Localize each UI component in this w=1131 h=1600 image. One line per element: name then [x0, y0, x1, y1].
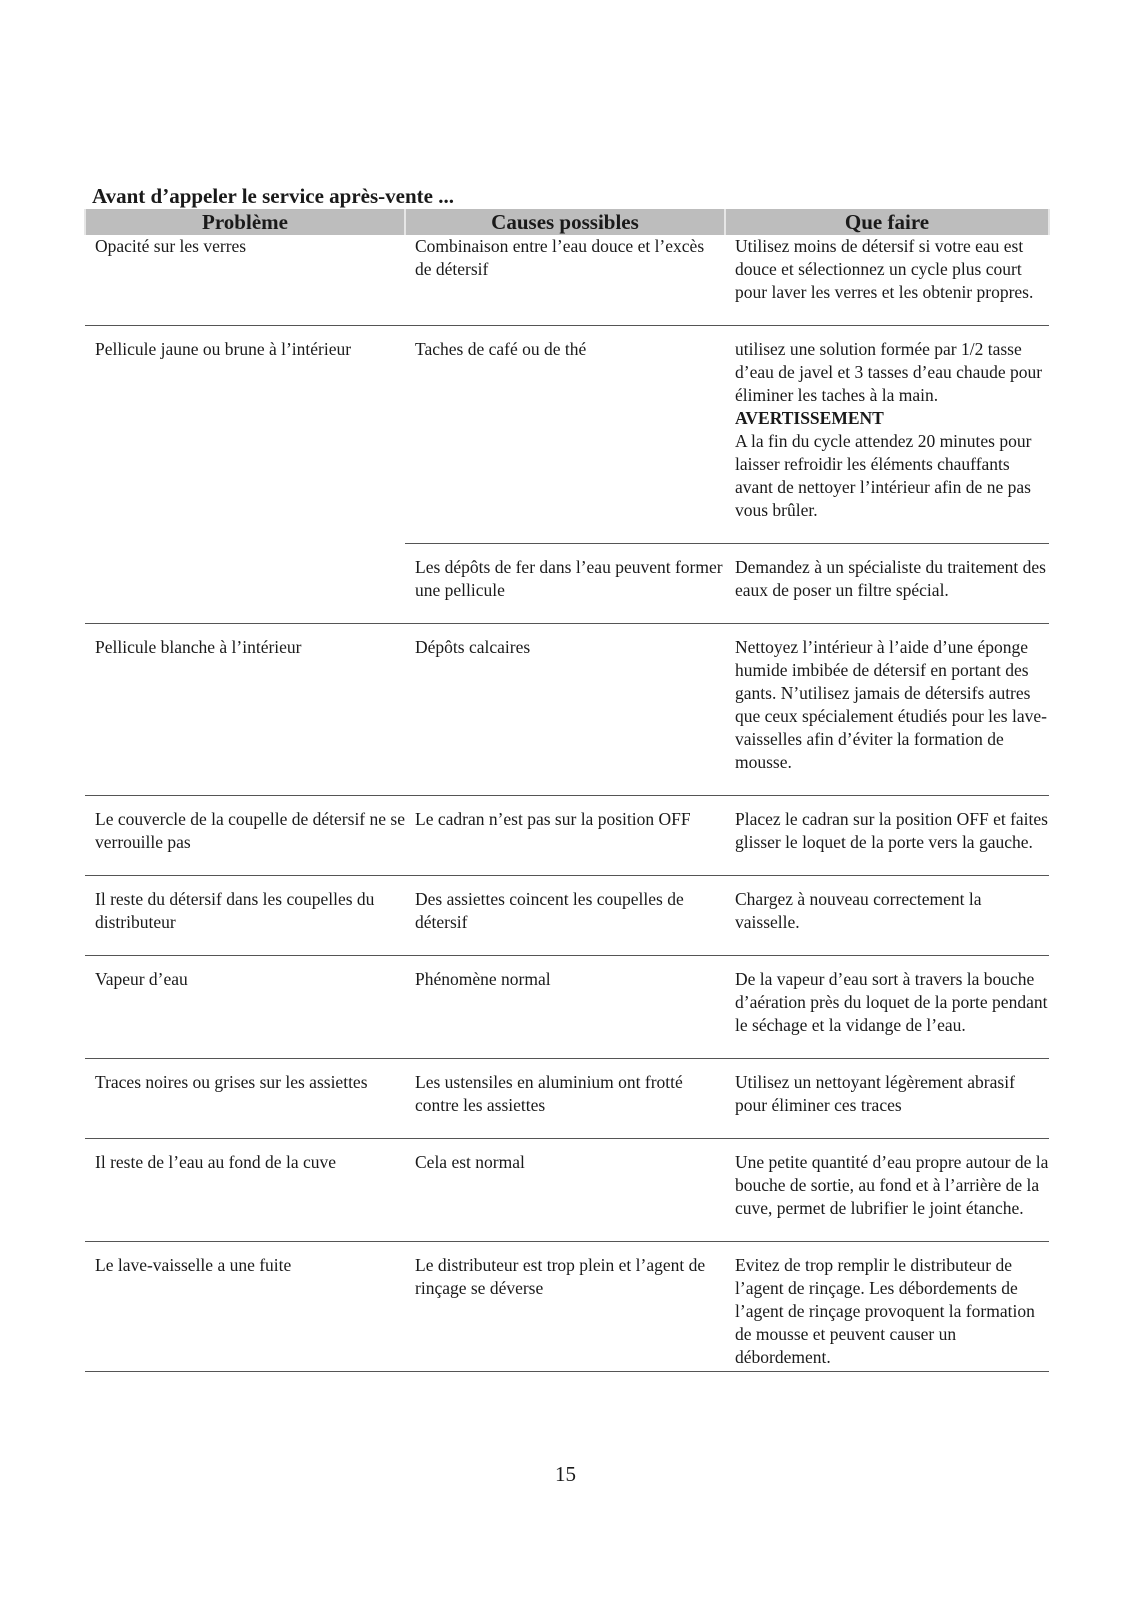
cause-cell: Taches de café ou de thé	[415, 339, 587, 359]
problem-cell: Pellicule blanche à l’intérieur	[85, 624, 405, 796]
cause-cell: Les ustensiles en aluminium ont frotté contre les assiettes	[405, 1059, 725, 1139]
action-cell: Utilisez un nettoyant légèrement abrasif pour éliminer ces traces	[725, 1059, 1049, 1139]
problem-cell: Vapeur d’eau	[85, 956, 405, 1059]
table-row	[85, 956, 1049, 1059]
cause-cell: Le cadran n’est pas sur la position OFF	[405, 796, 725, 876]
header-causes: Causes possibles	[405, 209, 725, 235]
warning-text: A la fin du cycle attendez 20 minutes pour laisser refroidir les éléments chauffants avant de nettoyer l’intérieur afin de ne pas vous brûler.	[735, 431, 1032, 520]
table-row	[85, 1059, 1049, 1139]
action-cell: Utilisez moins de détersif si votre eau est douce et sélectionnez un cycle plus court pour laver les verres et les obtenir propres.	[725, 235, 1049, 326]
cause-cell: Des assiettes coincent les coupelles de détersif	[405, 876, 725, 956]
table-row	[85, 1242, 1049, 1372]
table-row	[85, 1139, 1049, 1242]
action-cell: Une petite quantité d’eau propre autour de la bouche de sortie, au fond et à l’arrière de la cuve, permet de lubrifier le joint étanche.	[725, 1139, 1049, 1242]
action-cell: Demandez à un spécialiste du traitement des eaux de poser un filtre spécial.	[725, 544, 1049, 624]
cause-cell: Combinaison entre l’eau douce et l’excès de détersif	[405, 235, 725, 326]
action-cell: Evitez de trop remplir le distributeur de l’agent de rinçage. Les débordements de l’agent de rinçage provoquent la formation de mousse et peuvent causer un débordement.	[725, 1242, 1049, 1372]
problem-cell: Il reste du détersif dans les coupelles du distributeur	[85, 876, 405, 956]
page-number: 15	[555, 1462, 576, 1486]
problem-cell: Traces noires ou grises sur les assiettes	[85, 1059, 405, 1139]
action-cell	[725, 326, 1049, 544]
table-row	[85, 876, 1049, 956]
header-problem: Problème	[85, 209, 405, 235]
table-row	[85, 326, 1049, 544]
table-row	[85, 796, 1049, 876]
table-row	[85, 624, 1049, 796]
action-cell: De la vapeur d’eau sort à travers la bouche d’aération près du loquet de la porte pendant le séchage et la vidange de l’eau.	[725, 956, 1049, 1059]
cause-cell: Les dépôts de fer dans l’eau peuvent former une pellicule	[405, 544, 725, 624]
action-cell: Nettoyez l’intérieur à l’aide d’une éponge humide imbibée de détersif en portant des gants. N’utilisez jamais de détersifs autres que ceux spécialement étudiés pour les lave-vaisselles afin d’éviter la formation de mousse.	[725, 624, 1049, 796]
problem-cell: Le lave-vaisselle a une fuite	[85, 1242, 405, 1372]
problem-cell: Le couvercle de la coupelle de détersif ne se verrouille pas	[85, 796, 405, 876]
problem-cell: Opacité sur les verres	[85, 235, 405, 326]
cause-cell: Cela est normal	[405, 1139, 725, 1242]
page-title: Avant d’appeler le service après-vente ...	[92, 184, 454, 208]
warning-label: AVERTISSEMENT	[735, 408, 884, 428]
action-cell: Chargez à nouveau correctement la vaisselle.	[725, 876, 1049, 956]
table-row	[85, 235, 1049, 326]
problem-cell: Il reste de l’eau au fond de la cuve	[85, 1139, 405, 1242]
cause-cell: Dépôts calcaires	[405, 624, 725, 796]
problem-cell: Pellicule jaune ou brune à l’intérieur	[85, 326, 405, 624]
table-header-row	[85, 209, 1049, 235]
cause-cell: Phénomène normal	[405, 956, 725, 1059]
action-text: utilisez une solution formée par 1/2 tasse d’eau de javel et 3 tasses d’eau chaude pour éliminer les taches à la main.	[735, 339, 1043, 405]
cause-cell: Le distributeur est trop plein et l’agent de rinçage se déverse	[405, 1242, 725, 1372]
troubleshooting-table	[84, 209, 1050, 1372]
action-cell: Placez le cadran sur la position OFF et faites glisser le loquet de la porte vers la gauche.	[725, 796, 1049, 876]
header-action: Que faire	[725, 209, 1049, 235]
